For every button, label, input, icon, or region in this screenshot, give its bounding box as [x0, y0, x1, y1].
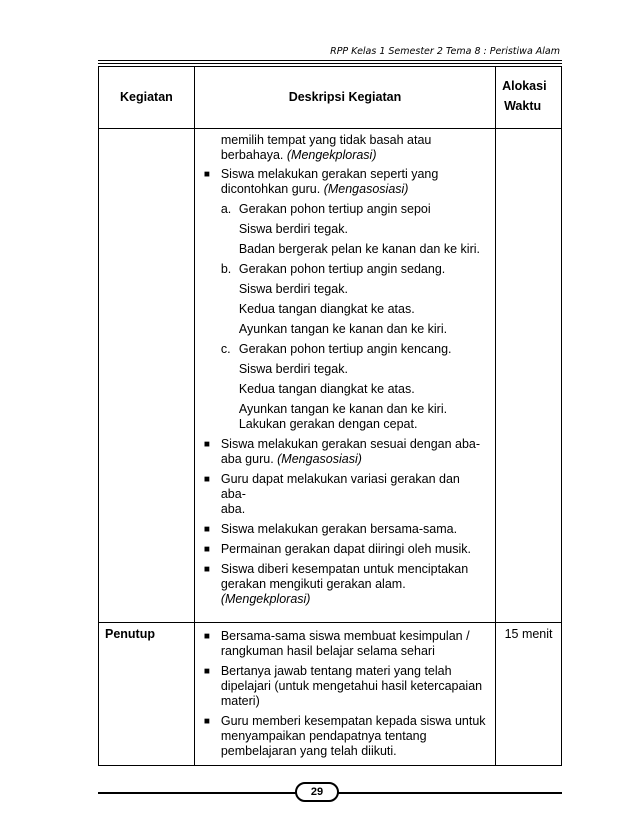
square-bullet-icon: ■ [203, 716, 210, 727]
row2-deskripsi [194, 623, 495, 766]
activity-table [98, 66, 562, 766]
row2-kegiatan: Penutup [99, 623, 195, 766]
running-header: RPP Kelas 1 Semester 2 Tema 8 : Peristiwa Alam [330, 46, 560, 57]
sub-item [221, 202, 487, 217]
text-line: Siswa melakukan gerakan seperti yang [220, 167, 439, 181]
header-rule-top [98, 60, 562, 61]
step-line: Kedua tangan diangkat ke atas. [238, 382, 415, 396]
step-line: Siswa berdiri tegak. [238, 362, 348, 376]
text-line: pembelajaran yang telah diikuti. [220, 744, 397, 758]
square-bullet-icon: ■ [203, 439, 210, 450]
list-item [203, 714, 487, 759]
list-item [203, 472, 487, 517]
text-plain: aba guru. [220, 452, 278, 466]
list-item [203, 167, 487, 197]
continuation-text [203, 133, 487, 163]
list-item [203, 562, 487, 607]
row1-deskripsi [194, 129, 495, 623]
sub-letter: c. [220, 342, 231, 356]
text-italic: (Mengekplorasi) [220, 592, 311, 606]
text-line: menyampaikan pendapatnya tentang [220, 729, 427, 743]
step-line: Badan bergerak pelan ke kanan dan ke kiri. [238, 242, 480, 256]
text-line: Guru memberi kesempatan kepada siswa untuk [220, 714, 486, 728]
text-line: Bersama-sama siswa membuat kesimpulan / [220, 629, 470, 643]
row2-waktu: 15 menit [496, 623, 562, 766]
header-alokasi [496, 67, 562, 129]
step-line: Ayunkan tangan ke kanan dan ke kiri. [238, 322, 448, 336]
page-number: 29 [295, 782, 339, 802]
step-line: Siswa berdiri tegak. [238, 222, 348, 236]
text-line: rangkuman hasil belajar selama sehari [220, 644, 435, 658]
square-bullet-icon: ■ [203, 544, 210, 555]
header-alokasi-line2: Waktu [504, 99, 542, 113]
text-line: aba. [220, 502, 246, 516]
list-item [203, 664, 487, 709]
table-header-row [99, 67, 562, 129]
step-line: Lakukan gerakan dengan cepat. [238, 417, 418, 431]
text-line: Siswa melakukan gerakan bersama-sama. [220, 522, 458, 536]
text-plain: dicontohkan guru. [220, 182, 324, 196]
text-plain: berbahaya. [220, 148, 287, 162]
row1-waktu [496, 129, 562, 623]
sub-letter: a. [220, 202, 232, 216]
text-line: memilih tempat yang tidak basah atau [220, 133, 432, 147]
text-line: Guru dapat melakukan variasi gerakan dan aba- [220, 472, 460, 501]
sub-title: Gerakan pohon tertiup angin sepoi [238, 202, 431, 216]
step-line: Ayunkan tangan ke kanan dan ke kiri. [238, 402, 448, 416]
text-line: gerakan mengikuti gerakan alam. [220, 577, 406, 591]
header-kegiatan: Kegiatan [99, 67, 195, 129]
sub-item [221, 342, 487, 357]
square-bullet-icon: ■ [203, 169, 210, 180]
list-item [203, 522, 487, 537]
step-line: Kedua tangan diangkat ke atas. [238, 302, 415, 316]
sub-item [221, 262, 487, 277]
sublist-c [203, 342, 487, 357]
header-deskripsi: Deskripsi Kegiatan [194, 67, 495, 129]
sub-title: Gerakan pohon tertiup angin kencang. [238, 342, 452, 356]
square-bullet-icon: ■ [203, 564, 210, 575]
text-italic: (Mengasosiasi) [323, 182, 409, 196]
text-italic: (Mengekplorasi) [286, 148, 377, 162]
text-line [221, 182, 487, 197]
square-bullet-icon: ■ [203, 666, 210, 677]
text-line: dipelajari (untuk mengetahui hasil ketercapaian [220, 679, 483, 693]
header-alokasi-line1: Alokasi [502, 79, 547, 93]
text-line [221, 592, 487, 607]
sublist-a [203, 202, 487, 217]
text-line: Siswa diberi kesempatan untuk menciptakan [220, 562, 469, 576]
sublist-b [203, 262, 487, 277]
list-item [203, 542, 487, 557]
text-italic: (Mengasosiasi) [277, 452, 362, 466]
table-row-penutup [99, 623, 562, 766]
list-item [203, 437, 487, 467]
text-line [221, 148, 487, 163]
row1-kegiatan [99, 129, 195, 623]
list-item [203, 629, 487, 659]
text-line [221, 452, 487, 467]
square-bullet-icon: ■ [203, 524, 210, 535]
square-bullet-icon: ■ [203, 631, 210, 642]
table-row-inti [99, 129, 562, 623]
text-line: materi) [220, 694, 260, 708]
sub-title: Gerakan pohon tertiup angin sedang. [238, 262, 446, 276]
header-rule-bottom [98, 63, 562, 64]
sub-letter: b. [220, 262, 232, 276]
text-line: Permainan gerakan dapat diiringi oleh musik. [220, 542, 471, 556]
text-line: Siswa melakukan gerakan sesuai dengan aba- [220, 437, 481, 451]
text-line: Bertanya jawab tentang materi yang telah [220, 664, 452, 678]
square-bullet-icon: ■ [203, 474, 210, 485]
step-line: Siswa berdiri tegak. [238, 282, 348, 296]
